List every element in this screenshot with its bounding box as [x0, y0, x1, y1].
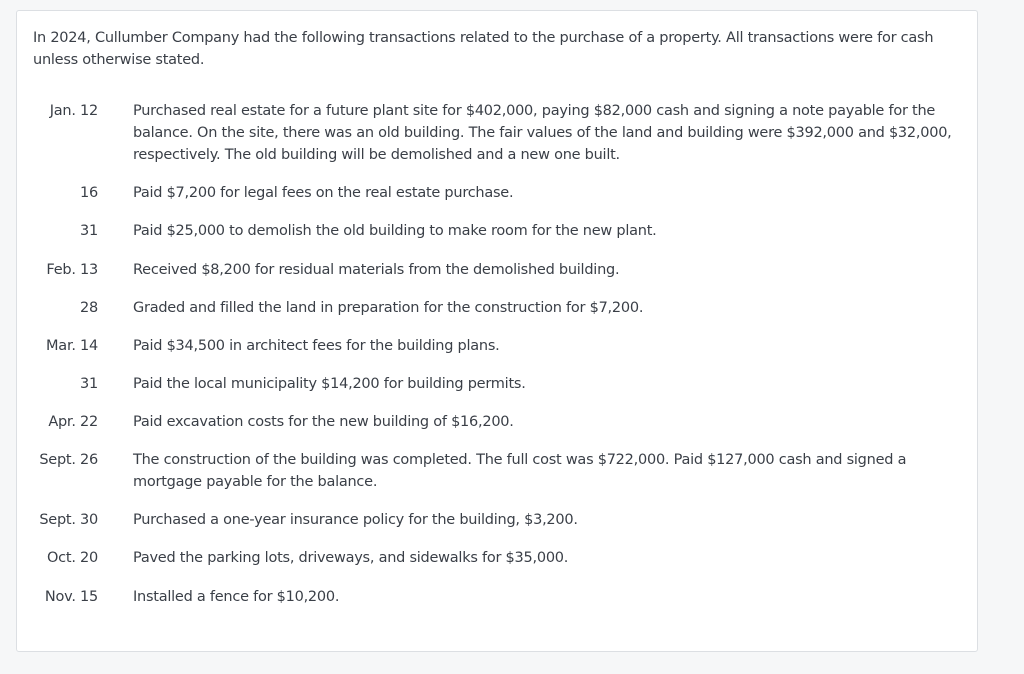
- transaction-description: Paid the local municipality $14,200 for building permits.: [133, 376, 526, 392]
- transaction-description: Paid excavation costs for the new building of $16,200.: [133, 414, 514, 430]
- transaction-date: Sept. 30: [39, 512, 98, 528]
- transaction-date: Apr. 22: [48, 414, 98, 430]
- transaction-description: Paid $34,500 in architect fees for the building plans.: [133, 338, 500, 354]
- transaction-description: Graded and filled the land in preparation for the construction for $7,200.: [133, 300, 644, 316]
- transaction-description: Installed a fence for $10,200.: [133, 589, 340, 605]
- transaction-description: Received $8,200 for residual materials from the demolished building.: [133, 262, 620, 278]
- transaction-date: Sept. 26: [39, 452, 98, 468]
- transaction-date: Feb. 13: [46, 262, 98, 278]
- transaction-description: The construction of the building was completed. The full cost was $722,000. Paid $127,000 cash and signed a mortgage payable for the balance.: [133, 452, 907, 490]
- transaction-description: Paid $25,000 to demolish the old building to make room for the new plant.: [133, 223, 657, 239]
- transaction-list: [17, 11, 979, 653]
- transaction-description: Paid $7,200 for legal fees on the real estate purchase.: [133, 185, 514, 201]
- transaction-date: 16: [80, 185, 98, 201]
- transaction-description: Paved the parking lots, driveways, and sidewalks for $35,000.: [133, 550, 569, 566]
- transaction-date: 31: [80, 223, 98, 239]
- transaction-description: Purchased a one-year insurance policy for the building, $3,200.: [133, 512, 578, 528]
- transaction-date: Mar. 14: [46, 338, 98, 354]
- problem-intro: In 2024, Cullumber Company had the following transactions related to the purchase of a property. All transactions were for cash unless otherwise stated.: [33, 30, 934, 68]
- transaction-date: 31: [80, 376, 98, 392]
- transaction-date: Nov. 15: [44, 589, 98, 605]
- transaction-description: Purchased real estate for a future plant site for $402,000, paying $82,000 cash and signing a note payable for the balance. On the site, there was an old building. The fair values of the land and building were $392,000 and $32,000, respectively. The old building will be demolished and a new one built.: [133, 103, 952, 163]
- transaction-date: 28: [80, 300, 98, 316]
- transaction-date: Jan. 12: [49, 103, 98, 119]
- transaction-date: Oct. 20: [47, 550, 98, 566]
- problem-card: [16, 10, 978, 652]
